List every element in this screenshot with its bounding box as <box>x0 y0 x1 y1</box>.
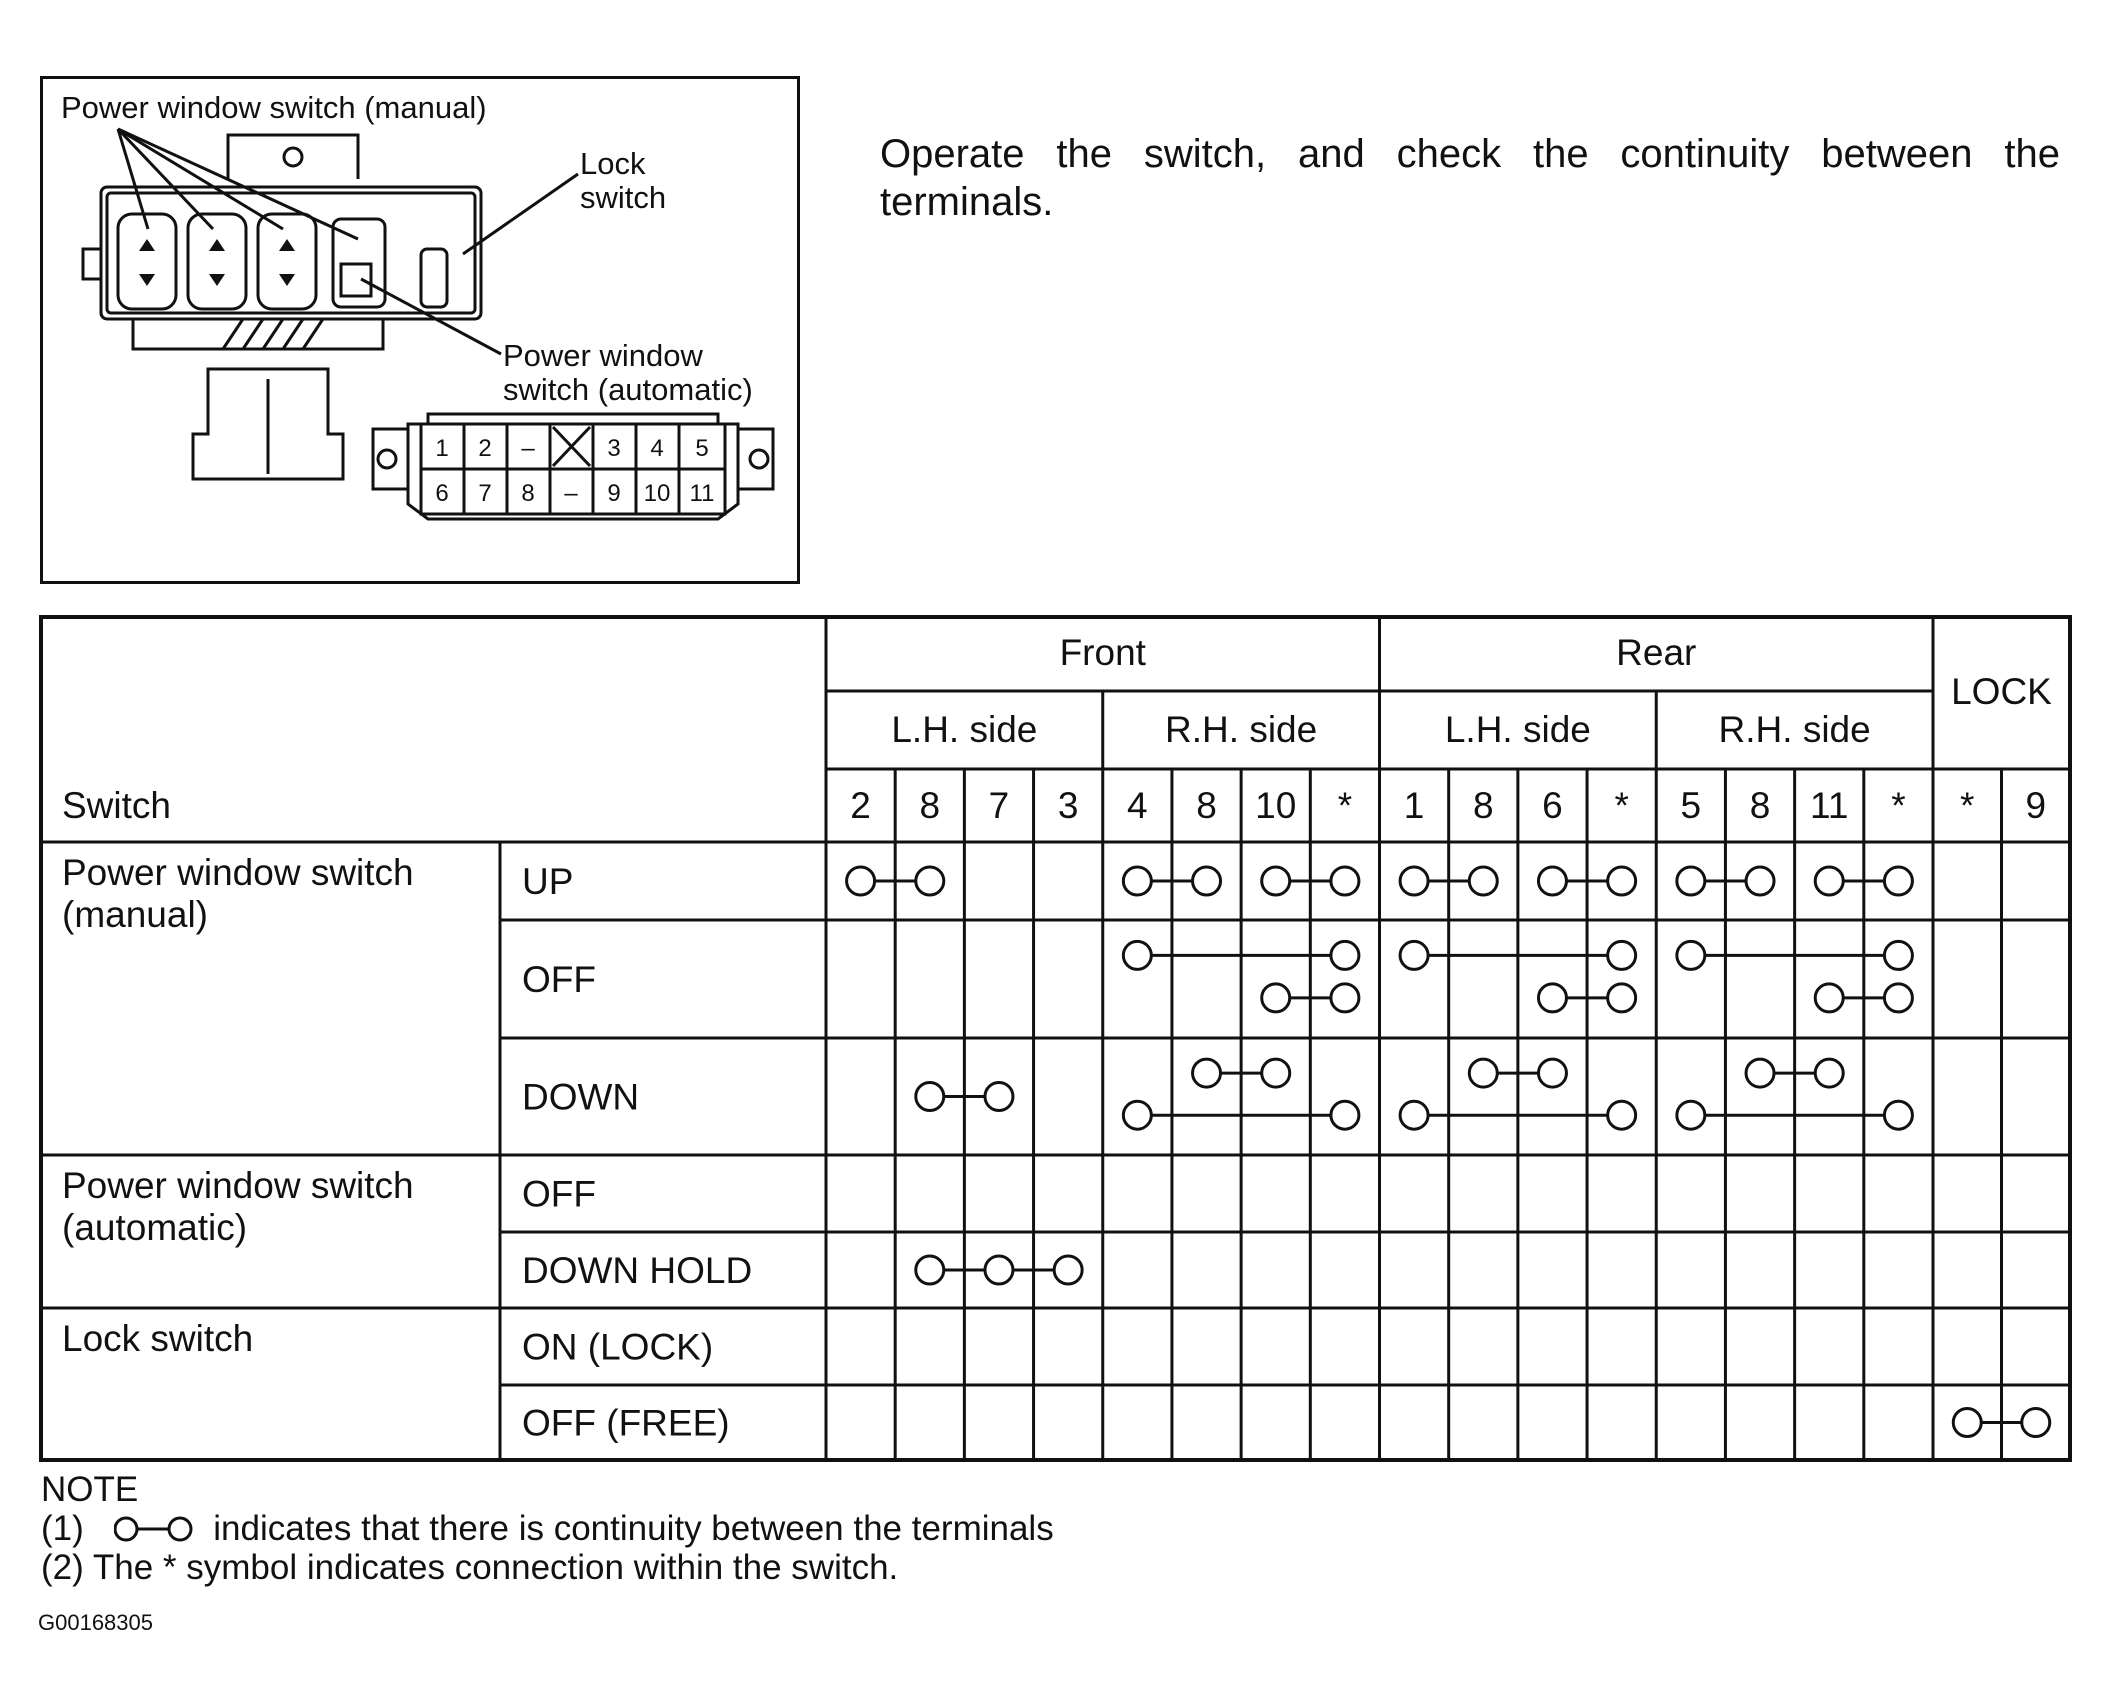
continuity-terminal-circle <box>1123 941 1151 969</box>
group-header-front: Front <box>1059 632 1146 673</box>
continuity-terminal-circle <box>1123 1101 1151 1129</box>
connector-pin-blank-top: – <box>521 435 535 462</box>
connector-pin-11: 11 <box>689 480 715 507</box>
terminal-label: 2 <box>850 785 871 826</box>
connector-pin-9: 9 <box>607 480 621 507</box>
connector-pin-1: 1 <box>435 435 449 462</box>
continuity-terminal-circle <box>1469 1059 1497 1087</box>
continuity-terminal-circle <box>1331 984 1359 1012</box>
connector-pin-10: 10 <box>643 480 671 507</box>
continuity-terminal-circle <box>916 1083 944 1111</box>
section-name: Power window switch <box>62 852 414 893</box>
state-label: OFF <box>522 959 596 1000</box>
continuity-terminal-circle <box>1331 867 1359 895</box>
label-lock-switch-line1: Lock <box>580 146 646 181</box>
state-label: ON (LOCK) <box>522 1326 714 1368</box>
side-header: R.H. side <box>1165 709 1318 750</box>
state-label: OFF <box>522 1173 596 1215</box>
terminal-label: 11 <box>1810 785 1849 826</box>
continuity-terminal-circle <box>1538 984 1566 1012</box>
continuity-terminal-circle <box>2022 1409 2050 1437</box>
terminal-label: 8 <box>919 785 941 826</box>
continuity-terminal-circle <box>1677 1101 1705 1129</box>
continuity-terminal-circle <box>1331 941 1359 969</box>
connector-pin-8: 8 <box>521 480 535 507</box>
connector-pin-4: 4 <box>650 435 664 462</box>
continuity-terminal-circle <box>1608 867 1636 895</box>
continuity-terminal-circle <box>1815 1059 1843 1087</box>
switch-header: Switch <box>62 785 171 826</box>
section-name: Power window switch <box>62 1165 414 1206</box>
terminal-label: 10 <box>1255 785 1297 826</box>
state-label: OFF (FREE) <box>522 1402 730 1444</box>
continuity-terminal-circle <box>1262 984 1290 1012</box>
note-title: NOTE <box>41 1470 139 1509</box>
continuity-terminal-circle <box>985 1256 1013 1284</box>
continuity-terminal-circle <box>1953 1409 1981 1437</box>
state-label: UP <box>522 861 574 902</box>
side-header: L.H. side <box>891 709 1038 750</box>
connector-pin-5: 5 <box>695 435 709 462</box>
section-name: Lock switch <box>62 1318 254 1359</box>
continuity-terminal-circle <box>1746 867 1774 895</box>
note-1-number: (1) <box>41 1509 84 1548</box>
label-power-window-switch-auto-line1: Power window <box>503 338 703 373</box>
continuity-terminal-circle <box>1677 867 1705 895</box>
continuity-terminal-circle <box>1262 867 1290 895</box>
continuity-terminal-circle <box>1469 867 1497 895</box>
continuity-terminal-circle <box>1815 867 1843 895</box>
label-lock-switch-line2: switch <box>580 180 667 215</box>
continuity-terminal-circle <box>1123 867 1151 895</box>
terminal-label: 8 <box>1472 785 1494 826</box>
continuity-terminal-circle <box>1054 1256 1082 1284</box>
continuity-terminal-circle <box>916 1256 944 1284</box>
connector-pin-6: 6 <box>435 480 449 507</box>
state-label: DOWN HOLD <box>522 1250 753 1291</box>
group-header-rear: Rear <box>1616 632 1697 673</box>
continuity-terminal-circle <box>1677 941 1705 969</box>
continuity-terminal-circle <box>1400 867 1428 895</box>
connector-pin-blank-bottom: – <box>564 480 578 507</box>
note-2: (2) The * symbol indicates connection within the switch. <box>41 1548 899 1587</box>
note-1-text: indicates that there is continuity between the terminals <box>213 1509 1054 1548</box>
terminal-label: * <box>1337 785 1353 826</box>
section-name: (manual) <box>62 894 208 935</box>
continuity-terminal-circle <box>1400 1101 1428 1129</box>
continuity-terminal-circle <box>1193 1059 1221 1087</box>
continuity-terminal-circle <box>847 867 875 895</box>
figure-code: G00168305 <box>38 1610 153 1635</box>
notes <box>41 1470 1054 1587</box>
label-power-window-switch-manual: Power window switch (manual) <box>61 90 487 125</box>
continuity-terminal-circle <box>1884 1101 1912 1129</box>
terminal-label: 8 <box>1749 785 1771 826</box>
terminal-label: 4 <box>1127 785 1148 826</box>
instruction-text: Operate the switch, and check the continuity between the terminals. <box>880 132 2060 224</box>
continuity-terminal-circle <box>1262 1059 1290 1087</box>
continuity-terminal-circle <box>985 1083 1013 1111</box>
connector-pin-3: 3 <box>607 435 621 462</box>
continuity-terminal-circle <box>1400 941 1428 969</box>
label-power-window-switch-auto-line2: switch (automatic) <box>503 372 753 407</box>
continuity-terminal-circle <box>1746 1059 1774 1087</box>
side-header: L.H. side <box>1444 709 1591 750</box>
continuity-terminal-circle <box>1538 867 1566 895</box>
continuity-terminal-circle <box>1331 1101 1359 1129</box>
terminal-label: 6 <box>1542 785 1563 826</box>
terminal-label: 8 <box>1196 785 1217 826</box>
terminal-label: 1 <box>1403 785 1425 826</box>
state-label: DOWN <box>522 1076 640 1118</box>
continuity-terminal-circle <box>1884 867 1912 895</box>
continuity-terminal-circle <box>1608 984 1636 1012</box>
note-1 <box>41 1509 1054 1548</box>
section-name: (automatic) <box>62 1207 248 1248</box>
connector-pin-2: 2 <box>478 435 492 462</box>
lock-header: LOCK <box>1951 671 2052 712</box>
continuity-terminal-circle <box>1608 941 1636 969</box>
continuity-terminal-circle <box>1608 1101 1636 1129</box>
continuity-terminal-circle <box>1884 984 1912 1012</box>
continuity-terminal-circle <box>1884 941 1912 969</box>
terminal-label: * <box>1960 785 1975 826</box>
connector-pin-7: 7 <box>478 480 492 507</box>
continuity-terminal-circle <box>1193 867 1221 895</box>
terminal-label: 3 <box>1057 785 1079 826</box>
terminal-label: * <box>1891 785 1906 826</box>
terminal-label: 5 <box>1680 785 1702 826</box>
terminal-label: 7 <box>988 785 1010 826</box>
continuity-terminal-circle <box>1538 1059 1566 1087</box>
terminal-label: 9 <box>2025 785 2047 826</box>
side-header: R.H. side <box>1718 709 1871 750</box>
continuity-terminal-circle <box>1815 984 1843 1012</box>
continuity-terminal-circle <box>916 867 944 895</box>
terminal-label: * <box>1614 785 1629 826</box>
continuity-symbol-icon <box>114 1514 198 1544</box>
